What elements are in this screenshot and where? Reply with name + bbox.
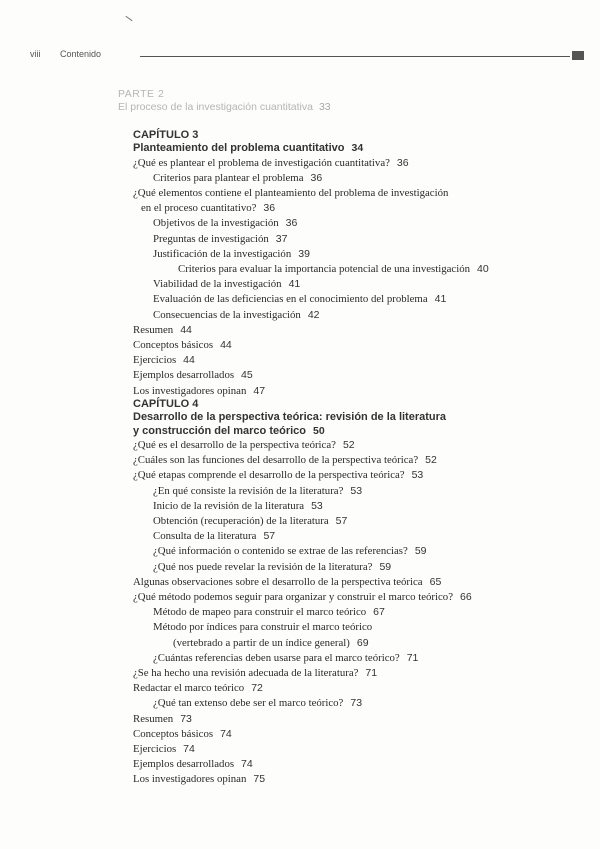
toc-entry[interactable]: ¿Qué método podemos seguir para organizar y construir el marco teórico? 66 [133,591,472,604]
toc-entry[interactable]: Objetivos de la investigación 36 [153,217,298,230]
toc-entry[interactable]: Ejercicios 44 [133,354,195,367]
toc-entry[interactable]: ¿Cuáles son las funciones del desarrollo de la perspectiva teórica? 52 [133,454,437,467]
toc-entry[interactable]: Justificación de la investigación 39 [153,247,310,260]
part-label: PARTE 2 [118,88,165,100]
toc-entry[interactable]: Los investigadores opinan 75 [133,773,266,786]
toc-entry[interactable]: ¿Cuántas referencias deben usarse para el marco teórico? 71 [153,651,419,664]
toc-entry[interactable]: Inicio de la revisión de la literatura 53 [153,499,323,512]
scan-mark [125,16,132,21]
part-title: El proceso de la investigación cuantitativa 33 [118,101,331,113]
toc-entry[interactable]: ¿Qué nos puede revelar la revisión de la literatura? 59 [153,560,392,573]
chapter-4 [133,398,472,788]
toc-entry[interactable]: Resumen 44 [133,323,192,336]
toc-entry[interactable]: Ejemplos desarrollados 74 [133,758,253,771]
toc-entry[interactable]: Los investigadores opinan 47 [133,384,266,397]
running-header [30,49,584,65]
chapter-title: Planteamiento del problema cuantitativo 34 [133,142,364,154]
chapter-title-line: y construcción del marco teórico 50 [133,424,325,437]
toc-entry[interactable]: ¿Qué tan extenso debe ser el marco teórico? 73 [153,697,363,710]
toc-entry[interactable]: ¿En qué consiste la revisión de la literatura? 53 [153,484,363,497]
toc-entry[interactable]: ¿Qué es plantear el problema de investigación cuantitativa? 36 [133,156,409,169]
chapter-3 [133,129,489,399]
toc-entry[interactable]: ¿Qué información o contenido se extrae de las referencias? 59 [153,545,427,558]
toc-entry[interactable]: ¿Se ha hecho una revisión adecuada de la literatura? 71 [133,667,378,680]
toc-entry[interactable]: Ejercicios 74 [133,743,195,756]
toc-entry[interactable]: ¿Qué es el desarrollo de la perspectiva teórica? 52 [133,439,355,451]
toc-entry[interactable]: Método por índices para construir el marco teórico [153,621,373,634]
chapter-title-line: Desarrollo de la perspectiva teórica: revisión de la literatura [133,411,447,423]
toc-entry[interactable]: Consecuencias de la investigación 42 [153,308,320,321]
part-heading [118,88,331,114]
toc-entry[interactable]: Conceptos básicos 44 [133,338,232,351]
toc-entry[interactable]: Criterios para evaluar la importancia potencial de una investigación 40 [178,262,489,275]
toc-entry-continuation[interactable]: en el proceso cuantitativo? 36 [141,202,276,215]
header-marker [572,51,584,60]
toc-entry[interactable]: Viabilidad de la investigación 41 [153,278,301,291]
toc-entry[interactable]: Resumen 73 [133,712,192,725]
running-title: Contenido [60,49,102,59]
toc-entry[interactable]: Método de mapeo para construir el marco teórico 67 [153,606,385,619]
toc-entry[interactable]: Redactar el marco teórico 72 [133,682,263,695]
toc-entry[interactable]: Ejemplos desarrollados 45 [133,369,253,382]
page-number: viii [30,49,41,59]
toc-entry[interactable]: Evaluación de las deficiencias en el conocimiento del problema 41 [153,293,447,306]
toc-entry[interactable]: Conceptos básicos 74 [133,727,232,740]
toc-entry[interactable]: Algunas observaciones sobre el desarrollo de la perspectiva teórica 65 [133,575,442,588]
part-page: 33 [318,101,331,113]
toc-entry[interactable]: Criterios para plantear el problema 36 [153,171,323,184]
header-rule [140,56,570,57]
toc-entry[interactable]: Obtención (recuperación) de la literatura 57 [153,515,348,528]
toc-entry-continuation[interactable]: (vertebrado a partir de un índice general) 69 [173,636,369,649]
toc-entry[interactable]: ¿Qué elementos contiene el planteamiento del problema de investigación [133,186,449,199]
toc-entry[interactable]: Consulta de la literatura 57 [153,530,276,543]
toc-entry[interactable]: ¿Qué etapas comprende el desarrollo de la perspectiva teórica? 53 [133,469,424,482]
toc-entry[interactable]: Preguntas de investigación 37 [153,232,288,245]
chapter-label: CAPÍTULO 4 [133,398,199,410]
chapter-label: CAPÍTULO 3 [133,129,199,141]
